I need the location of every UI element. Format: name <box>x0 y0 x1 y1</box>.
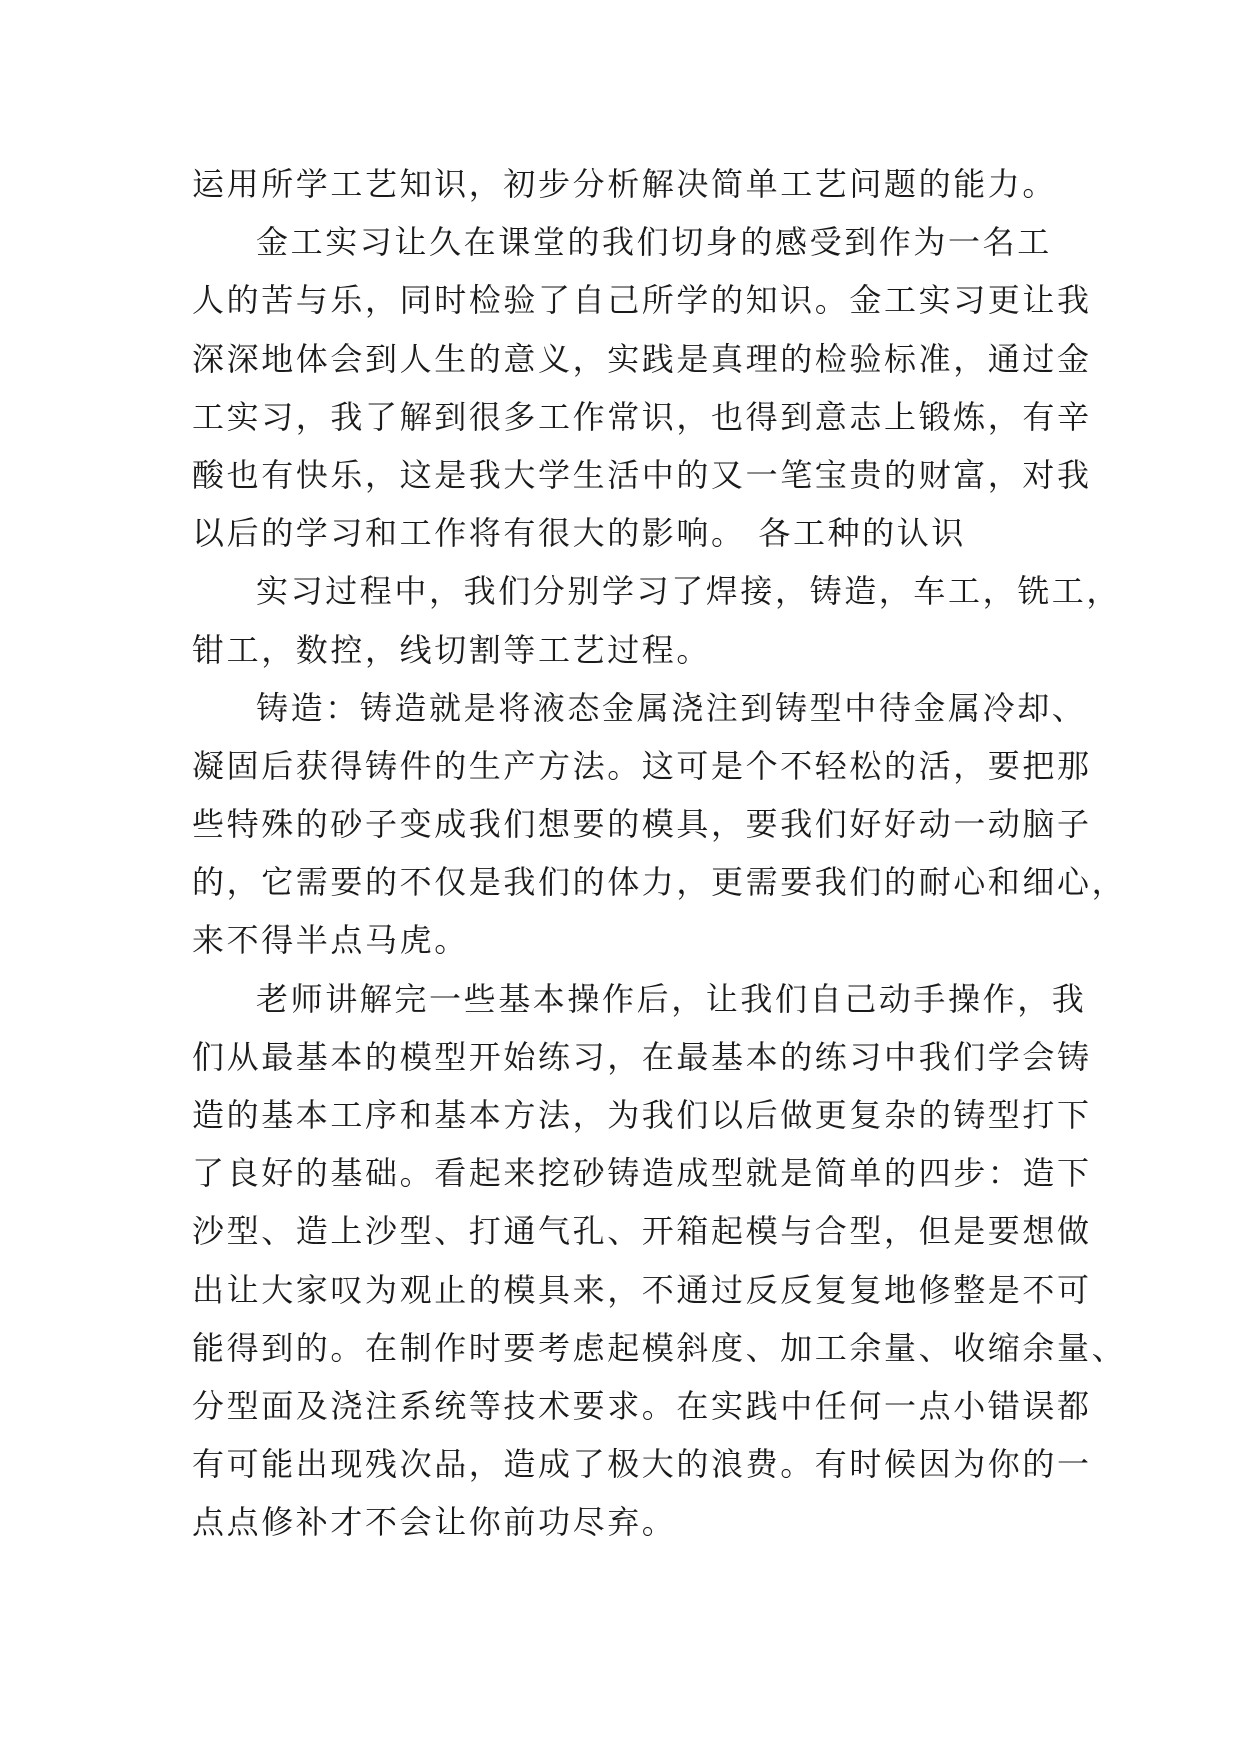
text-line: 深深地体会到人生的意义，实践是真理的检验标准，通过金 <box>192 339 1092 378</box>
text-line: 以后的学习和工作将有很大的影响。 各工种的认识 <box>192 514 966 553</box>
text-line: 老师讲解完一些基本操作后，让我们自己动手操作，我 <box>256 979 1087 1018</box>
text-line: 来不得半点马虎。 <box>192 921 469 960</box>
text-line: 造的基本工序和基本方法，为我们以后做更复杂的铸型打下 <box>192 1096 1092 1134</box>
text-line: 钳工，数控，线切割等工艺过程。 <box>192 630 712 669</box>
text-line: 人的苦与乐，同时检验了自己所学的知识。金工实习更让我 <box>192 281 1092 320</box>
text-line: 了良好的基础。看起来挖砂铸造成型就是简单的四步：造下 <box>192 1154 1092 1193</box>
text-line: 有可能出现残次品，造成了极大的浪费。有时候因为你的一 <box>192 1445 1092 1484</box>
text-line: 金工实习让久在课堂的我们切身的感受到作为一名工 <box>256 223 1052 262</box>
text-line: 凝固后获得铸件的生产方法。这可是个不轻松的活，要把那 <box>192 746 1092 785</box>
text-line: 铸造：铸造就是将液态金属浇注到铸型中待金属冷却、 <box>256 688 1087 727</box>
text-line: 的，它需要的不仅是我们的体力，更需要我们的耐心和细心， <box>192 863 1127 902</box>
text-line: 些特殊的砂子变成我们想要的模具，要我们好好动一动脑子 <box>192 805 1092 844</box>
text-line: 分型面及浇注系统等技术要求。在实践中任何一点小错误都 <box>192 1386 1092 1425</box>
body-text <box>192 155 1127 1552</box>
text-line: 沙型、造上沙型、打通气孔、开箱起模与合型，但是要想做 <box>192 1212 1092 1251</box>
text-line: 实习过程中，我们分别学习了焊接，铸造，车工，铣工， <box>256 572 1122 611</box>
text-line: 工实习，我了解到很多工作常识，也得到意志上锻炼，有辛 <box>192 397 1092 436</box>
text-line: 能得到的。在制作时要考虑起模斜度、加工余量、收缩余量、 <box>192 1328 1127 1367</box>
text-line: 出让大家叹为观止的模具来，不通过反反复复地修整是不可 <box>192 1270 1092 1309</box>
text-line: 们从最基本的模型开始练习，在最基本的练习中我们学会铸 <box>192 1037 1092 1076</box>
text-line: 运用所学工艺知识，初步分析解决简单工艺问题的能力。 <box>192 165 1058 203</box>
text-line: 点点修补才不会让你前功尽弃。 <box>192 1503 677 1542</box>
text-line: 酸也有快乐，这是我大学生活中的又一笔宝贵的财富，对我 <box>192 455 1092 494</box>
